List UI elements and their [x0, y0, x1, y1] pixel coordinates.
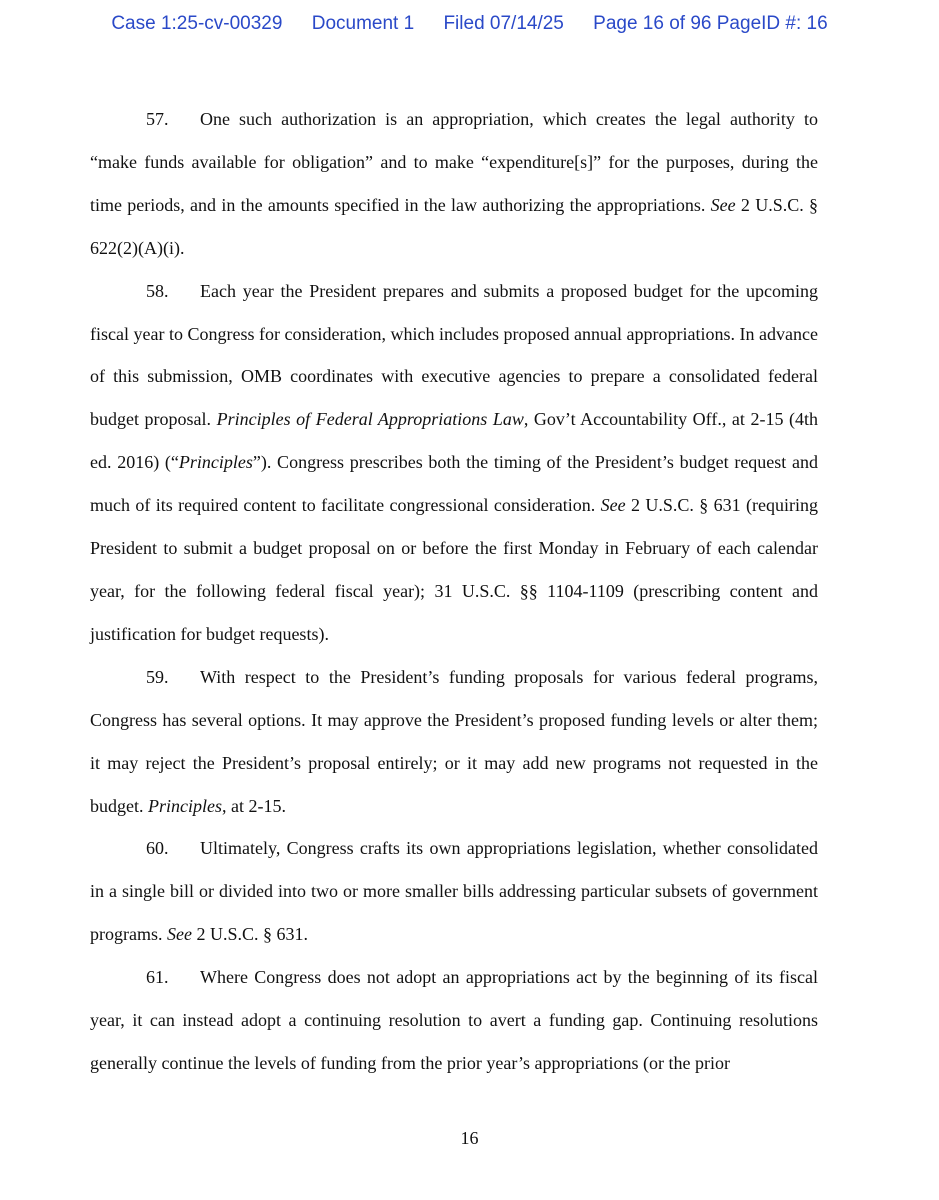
italic-text: See — [710, 194, 736, 215]
italic-text: Principles of Federal Appropriations Law — [216, 409, 524, 430]
paragraph-59 — [90, 656, 818, 828]
paragraph-text: ”). Congress prescribes both the timing of the President’s budget request and much of its required content to facilitate congressional consideration. — [90, 452, 818, 516]
paragraph-text: Ultimately, Congress crafts its own appropriations legislation, whether consolidated in a single bill or divided into two or more smaller bills addressing particular subsets of government programs. — [90, 838, 818, 945]
paragraph-text: 2 U.S.C. § 622(2)(A)(i). — [90, 194, 818, 258]
paragraph-number: 57. — [146, 109, 169, 129]
paragraph-number: 60. — [146, 838, 169, 859]
filed-date: Filed 07/14/25 — [443, 13, 564, 34]
document-header — [0, 13, 939, 35]
paragraph-58 — [90, 270, 818, 656]
italic-text: See — [600, 495, 626, 516]
paragraph-number: 61. — [146, 967, 169, 988]
paragraph-text: 2 U.S.C. § 631. — [191, 924, 308, 945]
italic-text: Principles — [148, 795, 222, 816]
paragraph-text: , Gov’t Accountability Off., at 2-15 (4th ed. 2016) (“ — [90, 409, 818, 473]
paragraph-text: 2 U.S.C. § 631 (requiring President to submit a budget proposal on or before the first Monday in February of each calendar year, for the following federal fiscal year); 31 U.S.C. §§ 1104-1109 (prescribing content and justification for budget requests). — [90, 495, 818, 644]
paragraph-text: Where Congress does not adopt an appropriations act by the beginning of its fiscal year, it can instead adopt a continuing resolution to avert a funding gap. Continuing resolutions generally continue the levels of funding from the prior year’s appropriations (or the prior — [90, 967, 818, 1073]
paragraph-number: 59. — [146, 666, 169, 687]
page-info: Page 16 of 96 PageID #: 16 — [593, 13, 828, 34]
paragraph-number: 58. — [146, 280, 169, 301]
page-number: 16 — [460, 1128, 479, 1148]
paragraph-text: With respect to the President’s funding proposals for various federal programs, Congress has several options. It may approve the President’s proposed funding levels or alter them; it may reject the President’s proposal entirely; or it may add new programs not requested in the budget. — [90, 666, 818, 816]
paragraph-text: One such authorization is an appropriation, which creates the legal authority to “make funds available for obligation” and to make “expenditure[s]” for the purposes, during the time periods, and in the amounts specified in the law authorizing the appropriations. — [90, 109, 818, 215]
italic-text: See — [166, 924, 192, 945]
document-body — [90, 98, 818, 1085]
paragraph-60 — [90, 827, 818, 956]
paragraph-text: , at 2-15. — [222, 795, 286, 816]
case-number: Case 1:25-cv-00329 — [111, 13, 283, 34]
paragraph-57 — [90, 98, 818, 270]
italic-text: Principles — [178, 452, 253, 473]
paragraph-text: Each year the President prepares and submits a proposed budget for the upcoming fiscal year to Congress for consideration, which includes proposed annual appropriations. In advance of this submission, OMB coordinates with executive agencies to prepare a consolidated federal budget proposal. — [90, 280, 818, 430]
paragraph-61 — [90, 956, 818, 1085]
document-number: Document 1 — [311, 13, 415, 34]
